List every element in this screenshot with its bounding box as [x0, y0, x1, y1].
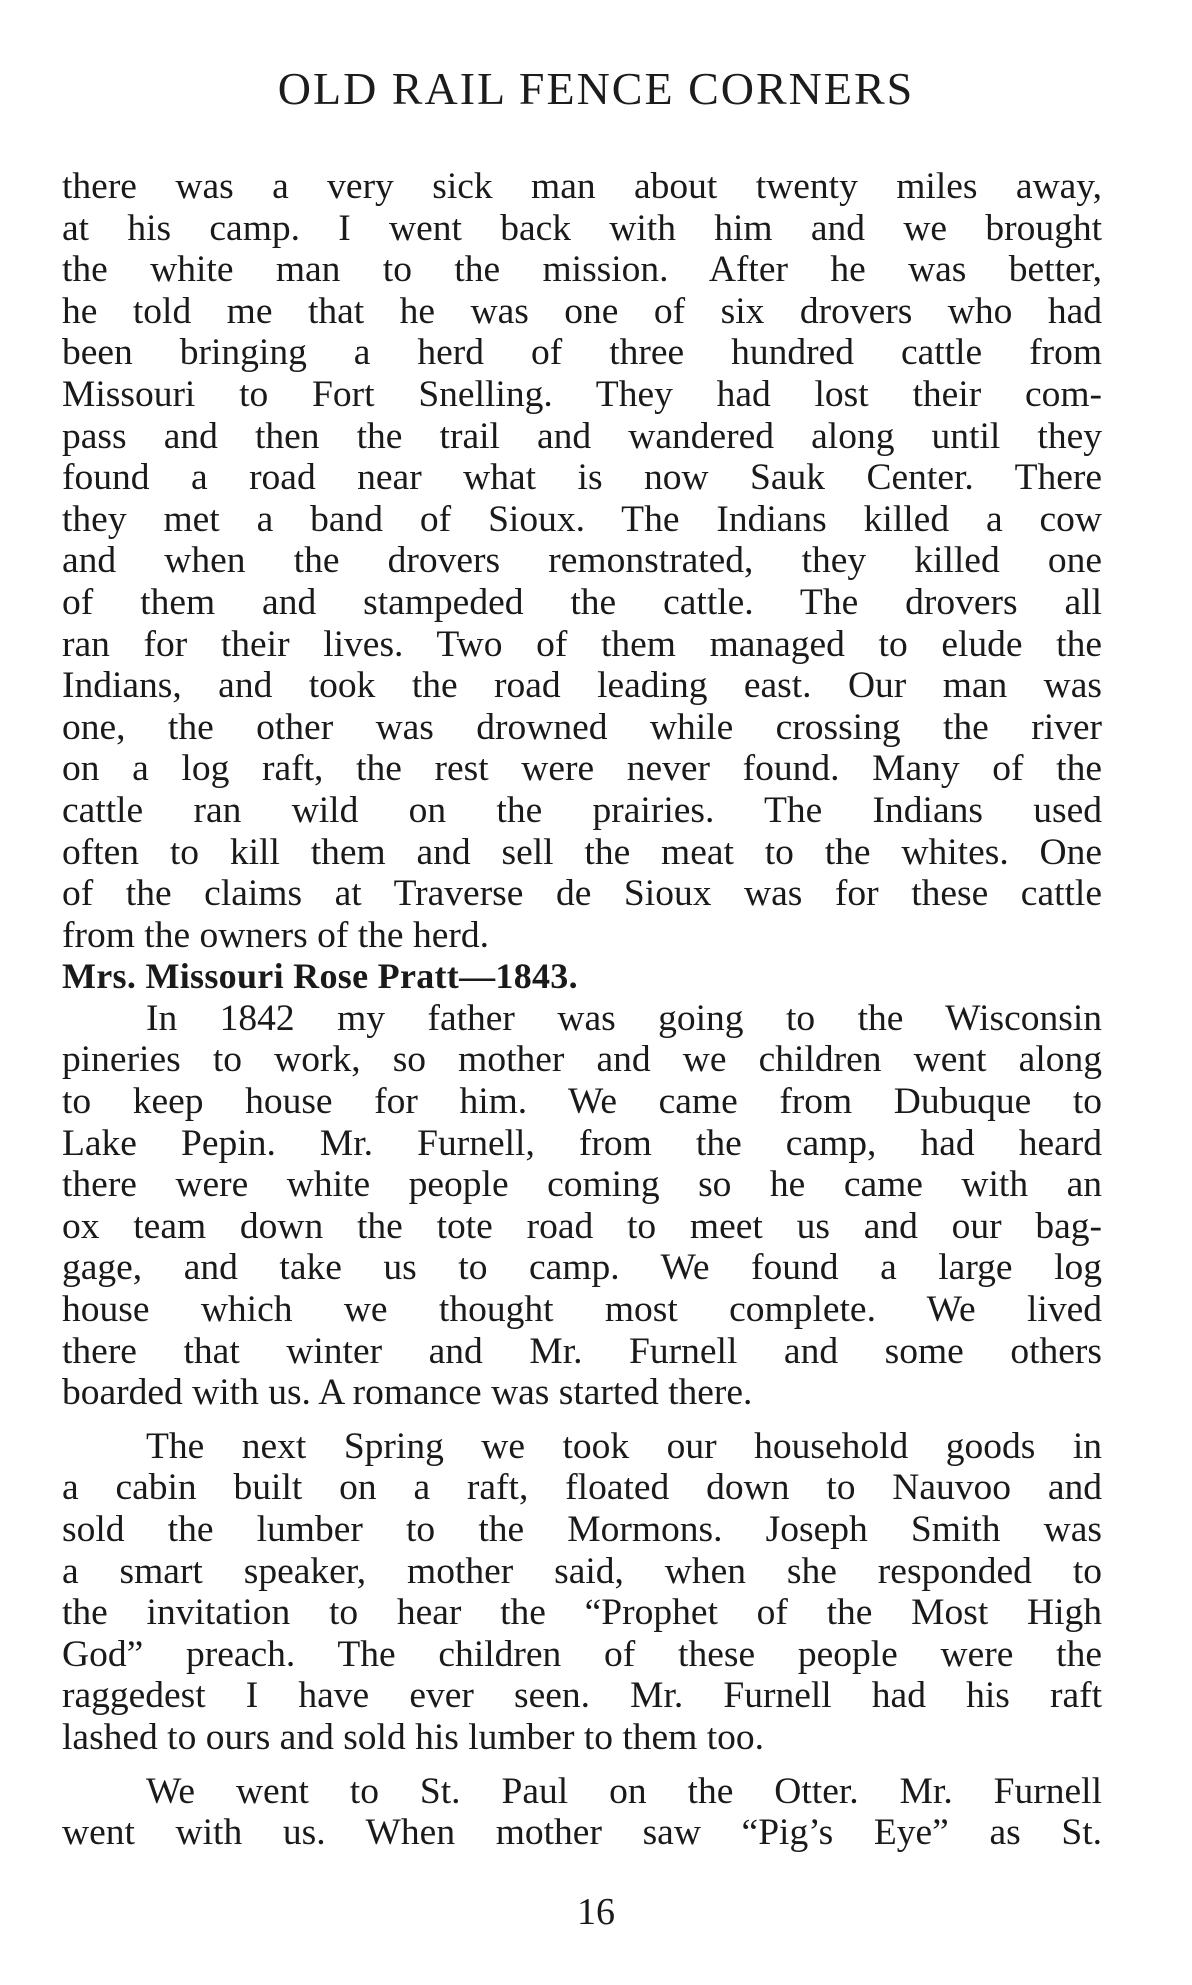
text-line: been bringing a herd of three hundred cattle from: [62, 332, 1102, 374]
text-line: We went to St. Paul on the Otter. Mr. Furnell: [146, 1770, 1102, 1812]
text-line: lashed to ours and sold his lumber to them too.: [62, 1716, 765, 1758]
text-line: went with us. When mother saw “Pig’s Eye” as St.: [62, 1812, 1102, 1854]
paragraph-gap: [62, 1759, 1102, 1771]
text-line: ran for their lives. Two of them managed to elude the: [62, 623, 1102, 665]
body-text: [62, 166, 1102, 1854]
text-line: on a log raft, the rest were never found. Many of the: [62, 748, 1102, 790]
text-line: gage, and take us to camp. We found a large log: [62, 1247, 1102, 1289]
paragraph-2: [62, 1426, 1102, 1759]
text-line: there was a very sick man about twenty miles away,: [62, 166, 1102, 207]
paragraph-gap: [62, 1414, 1102, 1426]
text-line: Missouri to Fort Snelling. They had lost their com-: [62, 373, 1102, 415]
continuation-paragraph: [62, 166, 1102, 956]
text-line: the white man to the mission. After he was better,: [62, 249, 1102, 291]
text-line: a cabin built on a raft, floated down to Nauvoo and: [62, 1467, 1102, 1509]
text-line: found a road near what is now Sauk Center. There: [62, 457, 1102, 499]
text-line: and when the drovers remonstrated, they killed one: [62, 540, 1102, 582]
text-line: there were white people coming so he came with an: [62, 1164, 1102, 1206]
text-line: Lake Pepin. Mr. Furnell, from the camp, had heard: [62, 1122, 1102, 1164]
text-line: sold the lumber to the Mormons. Joseph Smith was: [62, 1509, 1102, 1550]
text-line: he told me that he was one of six drovers who had: [62, 290, 1102, 332]
text-line: of the claims at Traverse de Sioux was for these cattle: [62, 873, 1102, 915]
text-line: at his camp. I went back with him and we brought: [62, 207, 1102, 249]
text-line: a smart speaker, mother said, when she responded to: [62, 1550, 1102, 1592]
text-line: pass and then the trail and wandered along until they: [62, 415, 1102, 457]
section-heading: Mrs. Missouri Rose Pratt—1843.: [62, 956, 578, 997]
paragraph-1: [62, 998, 1102, 1414]
text-line: one, the other was drowned while crossing the river: [62, 706, 1102, 748]
text-line: there that winter and Mr. Furnell and some others: [62, 1330, 1102, 1372]
text-line: of them and stampeded the cattle. The drovers all: [62, 581, 1102, 623]
running-head: OLD RAIL FENCE CORNERS: [277, 63, 915, 114]
text-line: house which we thought most complete. We lived: [62, 1289, 1102, 1331]
text-line: God” preach. The children of these people were the: [62, 1633, 1102, 1675]
text-line: boarded with us. A romance was started there.: [62, 1372, 753, 1414]
text-line: the invitation to hear the “Prophet of the Most High: [62, 1592, 1102, 1634]
text-line: cattle ran wild on the prairies. The Indians used: [62, 789, 1102, 831]
paragraph-3: [62, 1771, 1102, 1854]
text-line: raggedest I have ever seen. Mr. Furnell had his raft: [62, 1675, 1102, 1717]
text-line: they met a band of Sioux. The Indians killed a cow: [62, 498, 1102, 540]
text-line: from the owners of the herd.: [62, 914, 489, 956]
page-number: 16: [577, 1891, 615, 1933]
text-line: often to kill them and sell the meat to the whites. One: [62, 831, 1102, 873]
text-line: In 1842 my father was going to the Wisconsin: [146, 997, 1102, 1039]
text-line: ox team down the tote road to meet us and our bag-: [62, 1205, 1102, 1247]
text-line: Indians, and took the road leading east. Our man was: [62, 665, 1102, 707]
text-line: pineries to work, so mother and we children went along: [62, 1039, 1102, 1081]
text-line: to keep house for him. We came from Dubuque to: [62, 1081, 1102, 1123]
text-line: The next Spring we took our household goods in: [146, 1425, 1102, 1467]
